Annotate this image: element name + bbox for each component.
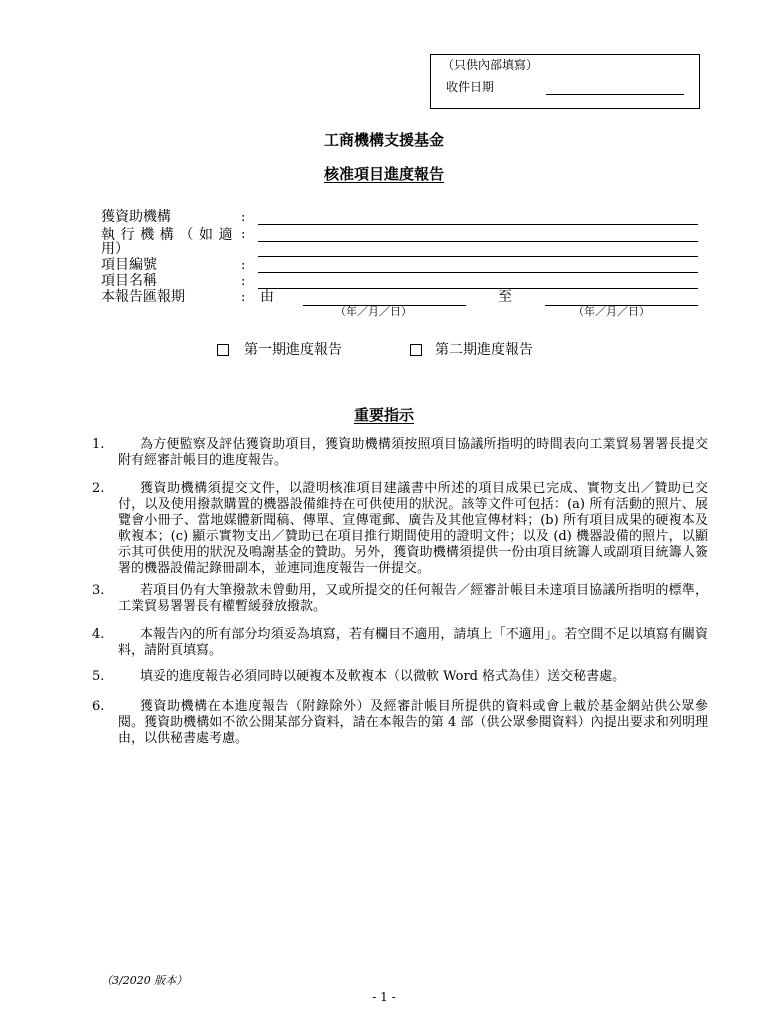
from-label: 由 <box>260 289 274 305</box>
to-date-hint: （年／月／日） <box>573 305 650 318</box>
report-title: 核准項目進度報告 <box>323 165 444 183</box>
instructions-title: 重要指示 <box>353 406 414 424</box>
exec-org-field[interactable] <box>258 241 698 242</box>
report-period-label: 本報告匯報期 <box>101 289 185 305</box>
report-period-colon: : <box>241 290 246 305</box>
exec-org-label: 執行機構（如適 <box>101 227 239 243</box>
receipt-date-field[interactable] <box>546 94 684 95</box>
instruction-number: 3. <box>92 583 105 598</box>
exec-org-colon: : <box>241 227 246 242</box>
second-report-label: 第二期進度報告 <box>435 342 533 358</box>
project-name-field[interactable] <box>258 272 698 273</box>
org-label: 獲資助機構 <box>101 209 171 225</box>
org-colon: : <box>241 210 246 225</box>
receipt-date-label: 收件日期 <box>446 80 495 94</box>
version-label: （3/2020 版本） <box>101 974 188 987</box>
project-name-colon: : <box>241 274 246 289</box>
first-report-label: 第一期進度報告 <box>244 342 342 358</box>
project-number-label: 項目編號 <box>101 257 157 273</box>
second-report-checkbox[interactable] <box>410 344 422 356</box>
exec-org-label-cont: 用） <box>101 241 129 257</box>
to-label: 至 <box>498 289 512 305</box>
instruction-text: 若項目仍有大筆撥款未曾動用，又或所提交的任何報告／經審計帳目未達項目協議所指明的標準，工業貿易署署長有權暫緩發放撥款。 <box>118 583 708 614</box>
instruction-text: 獲資助機構須提交文件，以證明核准項目建議書中所述的項目成果已完成、實物支出／贊助已交付，以及使用撥款購置的機器設備維持在可供使用的狀況。該等文件可包括：(a) 所有活動的照片、展覽會小冊子、當地媒體新聞稿、傳單、宣傳電郵、廣告及其他宣傳材料；(b) 所有項目成果的硬複本及軟複本；(c) 顯示實物支出／贊助已在項目推行期間使用的證明文件；以及 (d) 機器設備的照片，以顯示其可供使用的狀況及鳴謝基金的贊助。另外，獲資助機構須提供一份由項目統籌人或副項目統籌人簽署的機器設備記錄冊副本，並連同進度報告一併提交。 <box>118 481 708 576</box>
instruction-text: 填妥的進度報告必須同時以硬複本及軟複本（以微軟 Word 格式為佳）送交秘書處。 <box>140 669 626 684</box>
fund-title: 工商機構支援基金 <box>323 131 444 149</box>
instruction-number: 5. <box>92 669 105 684</box>
first-report-checkbox[interactable] <box>217 344 229 356</box>
project-number-colon: : <box>241 258 246 273</box>
project-number-field[interactable] <box>258 256 698 257</box>
instruction-number: 6. <box>92 699 105 714</box>
project-name-label: 項目名稱 <box>101 273 157 289</box>
instruction-number: 2. <box>92 481 105 496</box>
from-date-hint: （年／月／日） <box>335 305 412 318</box>
org-field[interactable] <box>258 224 698 225</box>
internal-use-note: （只供內部填寫） <box>442 58 539 72</box>
instruction-text: 本報告內的所有部分均須妥為填寫，若有欄目不適用，請填上「不適用」。若空間不足以填寫有關資料，請附頁填寫。 <box>118 627 708 658</box>
report-period-top-line <box>258 288 698 289</box>
instruction-text: 為方便監察及評估獲資助項目，獲資助機構須按照項目協議所指明的時間表向工業貿易署署長提交附有經審計帳目的進度報告。 <box>118 437 708 468</box>
instruction-text: 獲資助機構在本進度報告（附錄除外）及經審計帳目所提供的資料或會上載於基金網站供公眾參閱。獲資助機構如不欲公開某部分資料，請在本報告的第 4 部（供公眾參閱資料）內提出要求和列明理由，以供秘書處考慮。 <box>118 699 708 746</box>
instruction-number: 1. <box>92 437 105 452</box>
page-number: - 1 - <box>372 990 396 1004</box>
instruction-number: 4. <box>92 627 105 642</box>
